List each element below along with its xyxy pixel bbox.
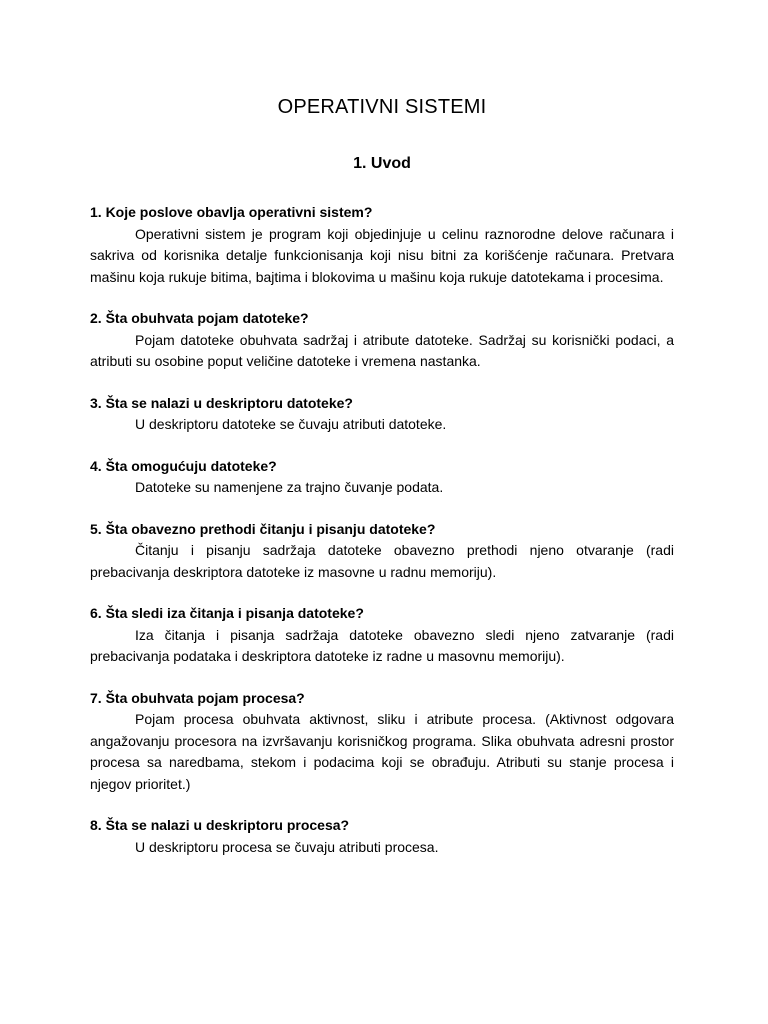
question-8: 8. Šta se nalazi u deskriptoru procesa?: [90, 817, 350, 833]
document-title: OPERATIVNI SISTEMI: [277, 96, 487, 118]
question-6: 6. Šta sledi iza čitanja i pisanja datoteke?: [90, 605, 364, 621]
question-7: 7. Šta obuhvata pojam procesa?: [90, 689, 305, 706]
question-5: 5. Šta obavezno prethodi čitanju i pisanju datoteke?: [90, 520, 436, 537]
answer-3: U deskriptoru datoteke se čuvaju atributi datoteke.: [135, 416, 447, 432]
qa-item-7: [90, 688, 674, 796]
answer-6: Iza čitanja i pisanja sadržaja datoteke obavezno sledi njeno zatvaranje (radi prebacivanja podataka i deskriptora datoteke iz radne u masovnu memoriju).: [90, 626, 674, 664]
qa-item-6: [90, 603, 674, 668]
qa-item-2: [90, 308, 674, 373]
answer-4: Datoteke su namenjene za trajno čuvanje podata.: [135, 479, 444, 495]
qa-item-3: [90, 393, 674, 436]
answer-2: Pojam datoteke obuhvata sadržaj i atribute datoteke. Sadržaj su korisnički podaci, a atributi su osobine poput veličine datoteke i vremena nastanka.: [90, 331, 674, 369]
qa-item-4: [90, 456, 674, 499]
question-2: 2. Šta obuhvata pojam datoteke?: [90, 310, 309, 326]
answer-8: U deskriptoru procesa se čuvaju atributi procesa.: [135, 838, 439, 855]
answer-7: Pojam procesa obuhvata aktivnost, sliku i atribute procesa. (Aktivnost odgovara angažovanju procesora na izvršavanju korisničkog programa. Slika obuhvata adresni prostor procesa sa naredbama, stekom i podacima koji se obrađuju. Atributi su stanje procesa i njegov prioritet.): [90, 711, 674, 792]
question-4: 4. Šta omogućuju datoteke?: [90, 457, 277, 474]
answer-1: Operativni sistem je program koji objedinjuje u celinu raznorodne delove računara i sakriva od korisnika detalje funkcionisanja koji nisu bitni za korišćenje računara. Pretvara mašinu koja rukuje bitima, bajtima i blokovima u mašinu koja rukuje datotekama i procesima.: [90, 225, 674, 285]
section-title: 1. Uvod: [353, 155, 411, 172]
answer-5: Čitanju i pisanju sadržaja datoteke obavezno prethodi njeno otvaranje (radi prebacivanja deskriptora datoteke iz masovne u radnu memoriju).: [90, 542, 674, 580]
qa-item-5: [90, 519, 674, 584]
question-3: 3. Šta se nalazi u deskriptoru datoteke?: [90, 394, 353, 411]
question-1: 1. Koje poslove obavlja operativni sistem?: [90, 204, 373, 220]
qa-item-1: [90, 202, 674, 288]
qa-item-8: [90, 815, 674, 858]
